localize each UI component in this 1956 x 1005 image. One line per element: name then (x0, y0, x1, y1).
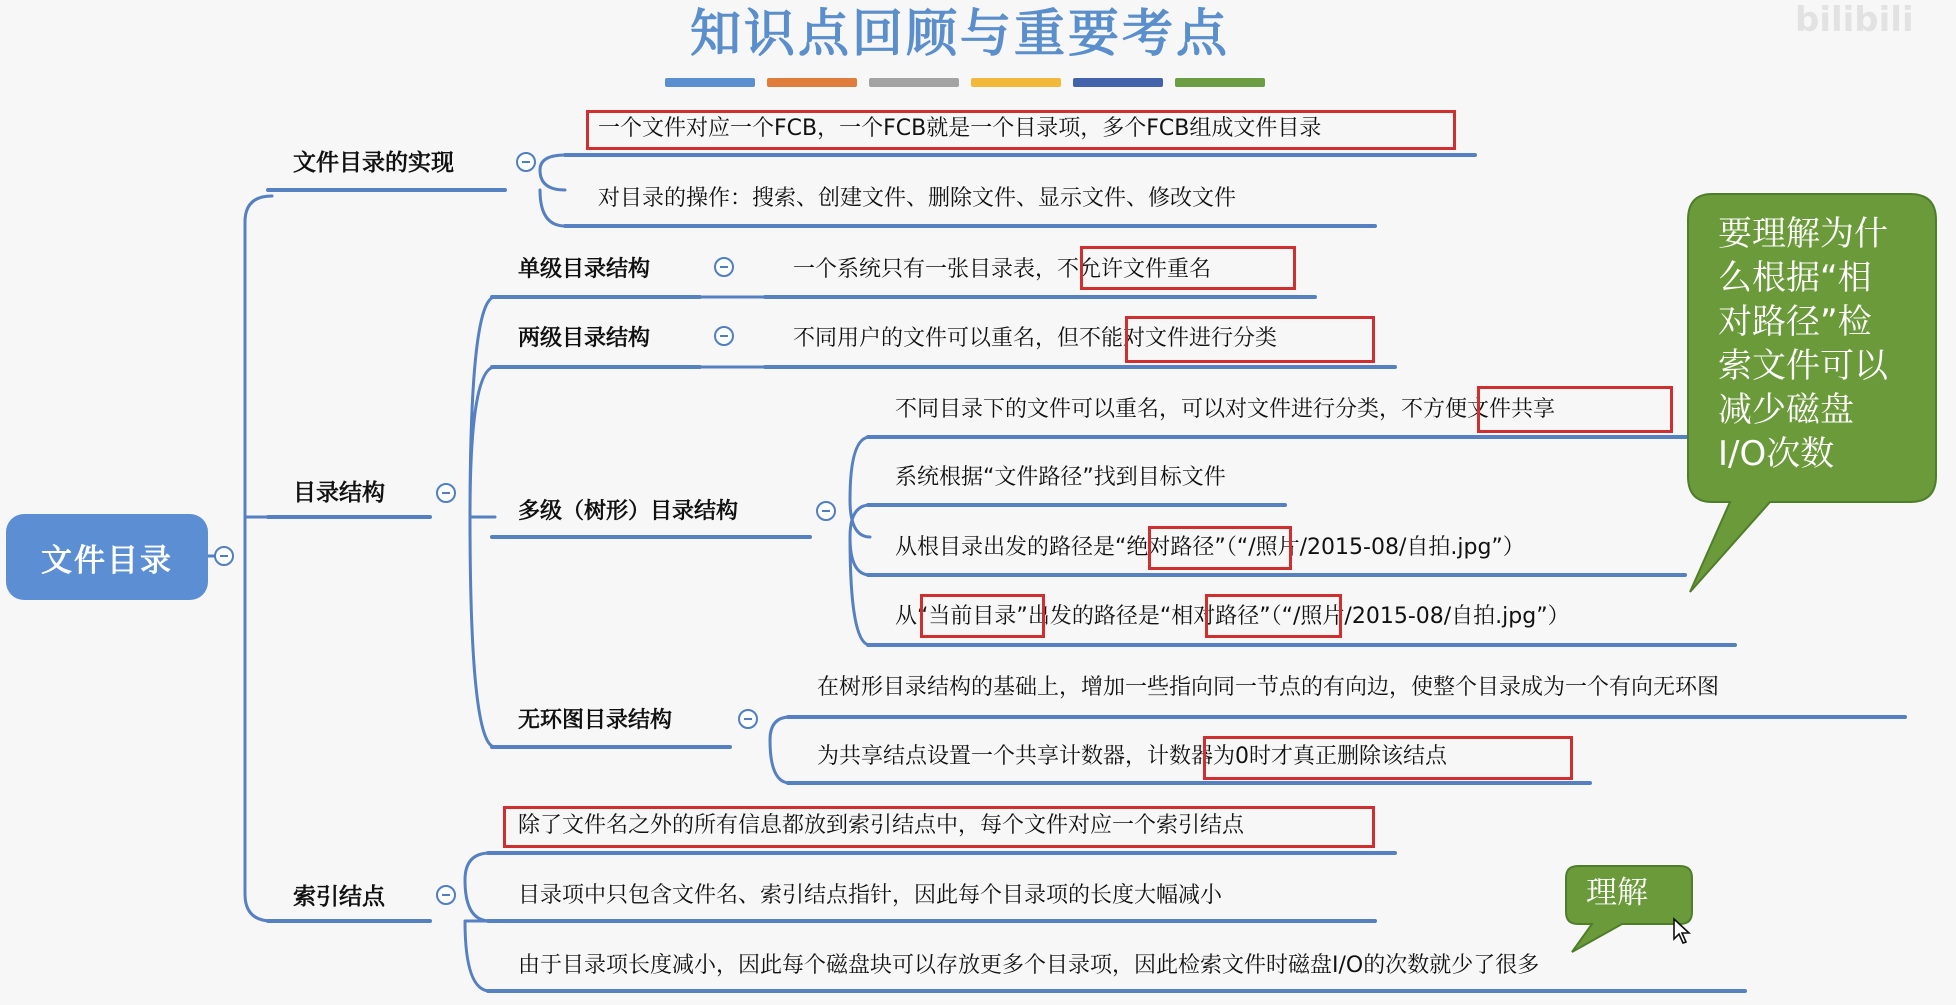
tree-note-2: 系统根据“文件路径”找到目标文件 (895, 465, 1226, 490)
highlight-single (1080, 246, 1296, 290)
inode-collapse-icon[interactable] (436, 885, 456, 905)
title-bar-segment (665, 78, 755, 87)
structure-node[interactable]: 目录结构 (293, 480, 385, 506)
impl-node[interactable]: 文件目录的实现 (293, 150, 454, 176)
single-note-prefix: 一个系统只有一张目录表， (793, 257, 1058, 282)
callout-big-line: 要理解为什 (1718, 214, 1888, 254)
inode-note-2: 目录项中只包含文件名、索引结点指针，因此每个目录项的长度大幅减小 (518, 883, 1223, 908)
dag-note-2-highlight: 计数器为0时才真正删除该结点 (1147, 744, 1448, 769)
single-collapse-icon[interactable] (714, 257, 734, 277)
callout-big-line: 索文件可以 (1718, 346, 1888, 386)
two-level-note-prefix: 不同用户的文件可以重名，但 (793, 326, 1080, 351)
connector-trunk (245, 196, 272, 921)
root-node[interactable] (6, 514, 208, 600)
impl-fcb-text: 一个文件对应一个FCB，一个FCB就是一个目录项，多个FCB组成文件目录 (598, 116, 1322, 141)
dag-note-1: 在树形目录结构的基础上，增加一些指向同一节点的有向边，使整个目录成为一个有向无环图 (817, 675, 1720, 700)
tree-note-3-suffix: （“/照片/2015-08/自拍.jpg”） (1225, 535, 1525, 560)
impl-ops-text: 对目录的操作：搜索、创建文件、删除文件、显示文件、修改文件 (598, 186, 1237, 211)
tree-note-4-highlight-2: “相对路径” (1159, 604, 1271, 629)
tree-note-4-prefix: 从 (895, 604, 918, 629)
connector-tree (850, 437, 870, 645)
connector-structure (470, 297, 495, 747)
page-title: 知识点回顾与重要考点 (690, 5, 1231, 64)
callout-big-line: I/O次数 (1718, 434, 1835, 474)
title-bar-segment (1073, 78, 1163, 87)
structure-collapse-icon[interactable] (436, 483, 456, 503)
title-bar-segment (971, 78, 1061, 87)
inode-note-3: 由于目录项长度减小，因此每个磁盘块可以存放更多个目录项，因此检索文件时磁盘I/O的次数就少了很多 (518, 953, 1540, 978)
tree-note-3-highlight: “绝对路径” (1115, 535, 1226, 560)
dag-collapse-icon[interactable] (738, 709, 758, 729)
highlight-inode-1 (503, 806, 1375, 848)
highlight-tree-4a (920, 594, 1045, 638)
inode-note-1: 除了文件名之外的所有信息都放到索引结点中，每个文件对应一个索引结点 (518, 813, 1245, 838)
highlight-impl-fcb (586, 110, 1456, 150)
single-node[interactable]: 单级目录结构 (518, 257, 651, 282)
highlight-two-level (1125, 316, 1375, 363)
two-level-collapse-icon[interactable] (714, 326, 734, 346)
bilibili-watermark: bilibili (1795, 0, 1914, 40)
dag-node[interactable]: 无环图目录结构 (518, 708, 673, 733)
impl-collapse-icon[interactable] (516, 152, 536, 172)
tree-collapse-icon[interactable] (816, 501, 836, 521)
callout-big-text (1718, 212, 1888, 476)
tree-note-1-prefix: 不同目录下的文件可以重名，可以对文件进行分类， (895, 397, 1402, 422)
connector-dag (770, 717, 790, 783)
title-bar-segment (869, 78, 959, 87)
dag-note-2-prefix: 为共享结点设置一个共享计数器， (817, 744, 1148, 769)
tree-note-1 (895, 395, 1555, 425)
callout-big-line: 么根据“相 (1718, 258, 1872, 298)
tree-note-4-highlight-1: “当前目录” (917, 604, 1028, 629)
tree-note-3-prefix: 从根目录出发的路径是 (895, 535, 1116, 560)
root-collapse-icon[interactable] (214, 546, 234, 566)
connector-impl (540, 155, 565, 226)
tree-node[interactable]: 多级（树形）目录结构 (518, 499, 739, 524)
connector-inode (465, 853, 490, 991)
tree-note-1-highlight: 不方便文件共享 (1401, 397, 1556, 422)
callout-small-text: 理解 (1586, 875, 1648, 911)
title-bar-segment (1175, 78, 1265, 87)
highlight-tree-4b (1205, 594, 1342, 638)
highlight-dag-2 (1203, 736, 1573, 780)
tree-note-4-middle: 出发的路径是 (1027, 604, 1160, 629)
mouse-cursor-icon (1672, 917, 1692, 945)
callout-big-line: 减少磁盘 (1718, 390, 1854, 430)
title-bar-segment (767, 78, 857, 87)
inode-node[interactable]: 索引结点 (293, 884, 385, 910)
callout-big-line: 对路径”检 (1718, 302, 1872, 342)
highlight-tree-1 (1477, 386, 1673, 433)
root-label: 文件目录 (41, 542, 173, 579)
highlight-tree-3 (1148, 526, 1292, 570)
single-note-highlight: 不允许文件重名 (1057, 257, 1212, 282)
two-level-node[interactable]: 两级目录结构 (518, 326, 651, 351)
two-level-note-highlight: 不能对文件进行分类 (1079, 326, 1278, 351)
tree-note-4-suffix: （“/照片/2015-08/自拍.jpg”） (1270, 604, 1570, 629)
